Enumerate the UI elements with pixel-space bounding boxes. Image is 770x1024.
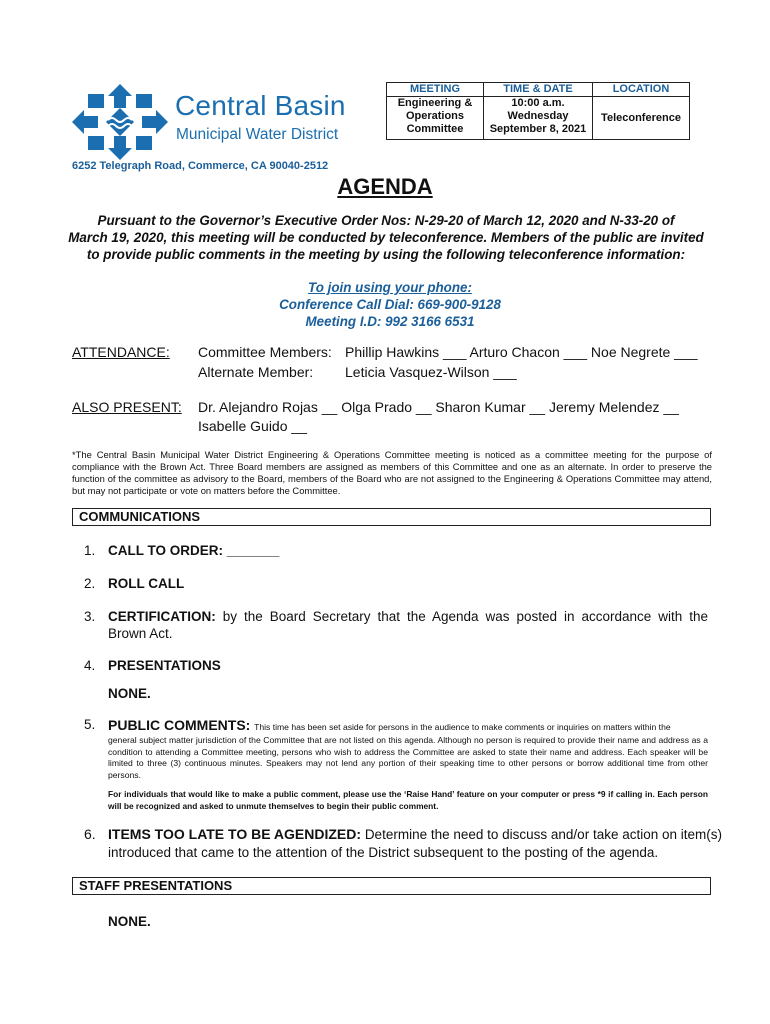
also-present-line1: Dr. Alejandro Rojas __ Olga Prado __ Sharon Kumar __ Jeremy Melendez __ xyxy=(198,399,679,415)
committee-members-label: Committee Members: xyxy=(198,344,332,360)
address: 6252 Telegraph Road, Commerce, CA 90040-2512 xyxy=(72,160,329,172)
staff-presentations-heading: STAFF PRESENTATIONS xyxy=(72,877,711,895)
org-name: Central Basin xyxy=(175,90,346,121)
time-date-header: TIME & DATE xyxy=(484,83,593,97)
location-value: Teleconference xyxy=(593,97,690,140)
attendance-label: ATTENDANCE: xyxy=(72,344,170,360)
page-title: AGENDA xyxy=(337,174,433,199)
org-subtitle: Municipal Water District xyxy=(176,126,339,143)
meeting-header: MEETING xyxy=(387,83,484,97)
alternate-member-label: Alternate Member: xyxy=(198,364,314,380)
meeting-info-table xyxy=(386,82,690,140)
communications-heading: COMMUNICATIONS xyxy=(72,508,711,526)
committee-members: Phillip Hawkins ___ Arturo Chacon ___ Noe Negrete ___ xyxy=(345,344,698,360)
committee-notice: *The Central Basin Municipal Water District Engineering & Operations Committee meeting is noticed as a committee meeting for the purpose of compliance with the Brown Act. Three Board members are assigned as members of this Committee and one as an alternate. In order to preserve the function of the committee as advisory to the Board, members of the Board who are not assigned to the Engineering & Operations Committee may attend, but may not participate or vote on matters before the Committee. xyxy=(72,449,712,496)
meeting-value: Engineering & Operations Committee xyxy=(387,97,484,140)
executive-order-notice: Pursuant to the Governor’s Executive Order Nos: N-29-20 of March 12, 2020 and N-33-20 of March 19, 2020, this meeting will be conducted by teleconference. Members of the public are invited to provide public comments in the meeting by using the following teleconference information: xyxy=(68,213,704,262)
location-header: LOCATION xyxy=(593,83,690,97)
district-logo xyxy=(70,82,350,162)
meeting-id: Meeting I.D: 992 3166 6531 xyxy=(305,314,475,329)
water-district-emblem-icon xyxy=(70,82,170,162)
join-heading: To join using your phone: xyxy=(308,280,472,295)
presentations-none: NONE. xyxy=(108,686,151,701)
conference-dial: Conference Call Dial: 669-900-9128 xyxy=(279,297,501,312)
alternate-member: Leticia Vasquez-Wilson ___ xyxy=(345,364,517,380)
also-present-line2: Isabelle Guido __ xyxy=(198,418,307,434)
teleconference-info xyxy=(0,279,770,330)
time-date-value: 10:00 a.m. Wednesday September 8, 2021 xyxy=(484,97,593,140)
also-present-label: ALSO PRESENT: xyxy=(72,399,182,415)
staff-presentations-none: NONE. xyxy=(108,914,151,929)
